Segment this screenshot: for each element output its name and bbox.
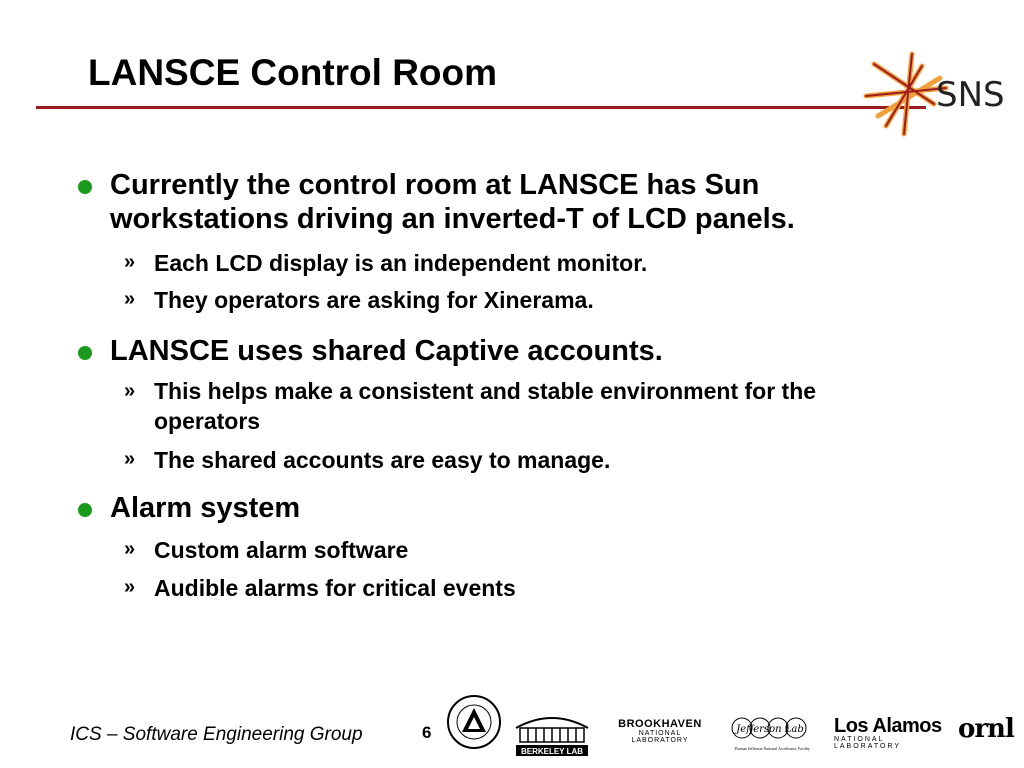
sub-bullet-marker: » <box>124 288 136 310</box>
bullet-text: LANSCE uses shared Captive accounts. <box>110 335 663 367</box>
page-number: 6 <box>422 723 432 742</box>
sub-bullet-marker: » <box>124 251 136 273</box>
sub-bullet-text: They operators are asking for Xinerama. <box>154 287 594 313</box>
svg-text:Jefferson Lab: Jefferson Lab <box>736 724 804 735</box>
jefferson-lab-logo <box>722 712 822 754</box>
bullet-dot <box>78 346 92 360</box>
sub-bullet-marker: » <box>124 380 136 402</box>
svg-text:BERKELEY LAB: BERKELEY LAB <box>520 747 584 756</box>
slide-title: LANSCE Control Room <box>88 52 498 93</box>
sub-bullet-marker: » <box>124 576 136 598</box>
sub-bullet-text: This helps make a consistent and stable environment for the operators <box>154 378 817 434</box>
footer-group-name: ICS – Software Engineering Group <box>70 724 363 745</box>
sub-bullet-marker: » <box>124 448 136 470</box>
bullet-text: Alarm system <box>110 492 301 524</box>
bullet-dot <box>78 503 92 517</box>
sub-bullet-text: Each LCD display is an independent monitor. <box>154 250 648 276</box>
berkeley-lab-logo <box>512 700 592 758</box>
sub-bullet-text: Custom alarm software <box>154 537 409 563</box>
los-alamos-logo: Los Alamos NATIONAL LABORATORY <box>834 715 942 750</box>
brookhaven-logo: BROOKHAVEN NATIONAL LABORATORY <box>618 718 702 744</box>
sub-bullet-marker: » <box>124 538 136 560</box>
argonne-logo <box>446 690 502 754</box>
bullet-dot <box>78 180 92 194</box>
ornl-logo: ornl <box>958 714 1014 744</box>
svg-text:SNS: SNS <box>936 75 1005 115</box>
bullet-text: Currently the control room at LANSCE has Sun workstations driving an inverted-T of LCD panels. <box>110 169 795 235</box>
sub-bullet-text: Audible alarms for critical events <box>154 575 516 601</box>
sub-bullet-text: The shared accounts are easy to manage. <box>154 447 611 473</box>
svg-text:Thomas Jefferson National Acce: Thomas Jefferson National Accelerator Facility <box>734 746 810 751</box>
